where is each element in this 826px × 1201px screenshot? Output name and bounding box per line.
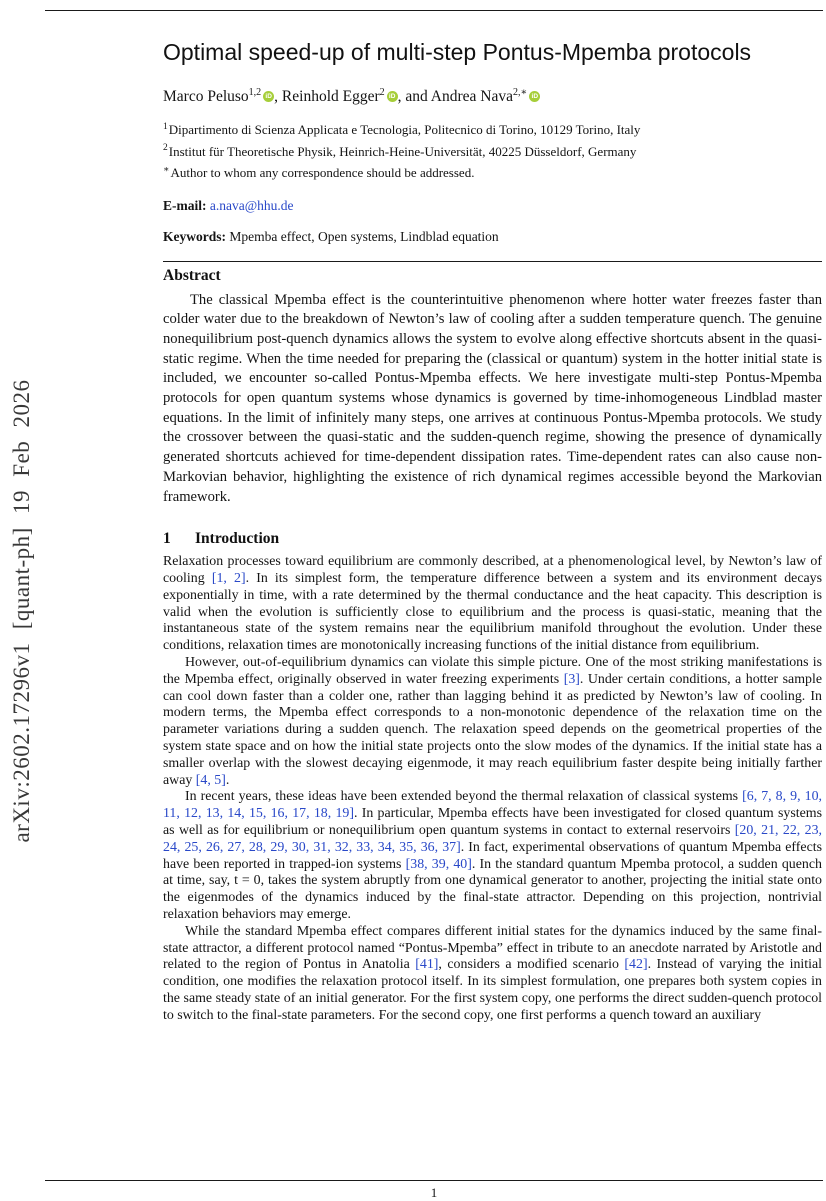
abstract-divider [163,261,822,262]
author-name: Reinhold Egger [281,88,380,105]
bottom-rule [45,1180,823,1181]
author-separator: , and [397,88,431,105]
email-label: E-mail: [163,197,207,213]
orcid-icon[interactable]: iD [263,91,274,102]
paper-content [163,38,822,1025]
citation-link[interactable]: [20, 21, 22, 23, 24, 25, 26, 27, 28, 29, 30, 31, 32, 33, 34, 35, 36, 37] [163,822,822,855]
section-heading-introduction [163,530,822,548]
author-affiliation-superscript: 1,2 [248,86,262,98]
author-andrea-nava [431,88,541,105]
author-name: Andrea Nava [430,88,513,105]
paper-title: Optimal speed-up of multi-step Pontus-Mpemba protocols [163,39,752,65]
keywords-line [163,228,822,245]
author-marco-peluso [163,88,274,105]
author-reinhold-egger [282,88,398,105]
body-paragraph: Relaxation processes toward equilibrium are commonly described, at a phenomenological level, by Newton’s law of cooling [1, 2]. In its simplest form, the temperature difference between a system and its environment decays exponentially in time, with a rate determined by the thermal conductance and the heat capacity. This description is valid when the evolution is sufficiently close to equilibrium and the process is quasi-static, meaning that the instantaneous state of the system remains near the equilibrium manifold throughout the evolution. Under these conditions, relaxation times are monotonically increasing functions of the initial distance from equilibrium. [163,554,823,654]
author-affiliation-superscript: 2 [379,86,385,98]
body-paragraph: While the standard Mpemba effect compares different initial states for the dynamics induced by the same final-state attractor, a different protocol named “Pontus-Mpemba” effect in tribute to an anecdote narrated by Aristotle and related to the region of Pontus in Anatolia [41], considers a modified scenario [42]. Instead of varying the initial condition, one modifies the relaxation protocol itself. In its simplest formulation, one prepares both system copies in the same steady state of an initial generator. For the first system copy, one performs the direct sudden-quench protocol to switch to the final-state parameters. For the second copy, one first performs a quench toward an auxiliary [163,923,823,1023]
email-line [163,197,822,214]
top-rule [45,10,823,11]
page-number: 1 [430,1185,438,1200]
section-title: Introduction [195,530,280,548]
email-link[interactable]: a.nava@hhu.de [209,197,294,213]
affiliation-line [163,162,822,184]
author-name: Marco Peluso [163,88,249,105]
author-line [163,88,822,106]
orcid-icon[interactable]: iD [387,91,398,102]
affiliation-text: Dipartimento di Scienza Applicata e Tecnologia, Politecnico di Torino, 10129 Torino, Italy [168,122,641,137]
arxiv-watermark: arXiv:2602.17296v1 [quant-ph] 19 Feb 2026 [9,379,34,843]
section-number: 1 [163,530,171,548]
orcid-icon[interactable]: iD [529,91,540,102]
affiliation-line [163,141,822,163]
abstract-heading: Abstract [163,266,221,284]
affiliation-marker: ∗ [163,164,170,175]
affiliation-marker: 2 [163,143,168,154]
citation-link[interactable]: [3] [563,671,580,687]
author-separator: , [274,88,282,105]
affiliation-marker: 1 [163,121,168,132]
citation-link[interactable]: [4, 5] [195,772,226,788]
body-paragraph: In recent years, these ideas have been extended beyond the thermal relaxation of classical systems [6, 7, 8, 9, 10, 11, 12, 13, 14, 15, 16, 17, 18, 19]. In particular, Mpemba effects have been investigated for closed quantum systems as well as for equilibrium or nonequilibrium open quantum systems in contact to external reservoirs [20, 21, 22, 23, 24, 25, 26, 27, 28, 29, 30, 31, 32, 33, 34, 35, 36, 37]. In fact, experimental observations of quantum Mpemba effects have been reported in trapped-ion systems [38, 39, 40]. In the standard quantum Mpemba protocol, a sudden quench at time, say, t = 0, takes the system abruptly from one dynamical generator to another, projecting the initial state onto the eigenmodes of the dynamics induced by the final-state attractor. Depending on this projection, nontrivial relaxation behaviors may emerge. [163,789,822,922]
keywords-text: Mpemba effect, Open systems, Lindblad equation [229,228,499,244]
citation-link[interactable]: [6, 7, 8, 9, 10, 11, 12, 13, 14, 15, 16, 17, 18, 19] [163,789,822,822]
affiliation-text: Author to whom any correspondence should be addressed. [170,165,475,180]
affiliation-text: Institut für Theoretische Physik, Heinrich-Heine-Universität, 40225 Düsseldorf, Germany [168,143,637,159]
abstract-text: The classical Mpemba effect is the counterintuitive phenomenon where hotter water freezes faster than colder water due to the breakdown of Newton’s law of cooling after a sudden temperature quench. The genuine nonequilibrium post-quench dynamics allows the system to evolve along effective shortcuts absent in the quasi-static regime. When the time needed for preparing the (classical or quantum) system in the hotter initial state is included, we encounter so-called Pontus-Mpemba effects. We here investigate multi-step Pontus-Mpemba protocols for open quantum systems whose dynamics is governed by time-inhomogeneous Lindblad master equations. In the limit of infinitely many steps, one arrives at continuous Pontus-Mpemba protocols. We study the crossover between the quasi-static and the sudden-quench regime, showing the presence of dynamically generated shortcuts achieved for time-dependent dissipation rates. Time-dependent rates can also cause non-Markovian behavior, highlighting the existence of rich dynamical regimes accessible beyond the Markovian framework. [163,291,822,505]
citation-link[interactable]: [38, 39, 40] [405,856,472,872]
citation-link[interactable]: [1, 2] [211,571,246,587]
affiliations [163,119,822,184]
affiliation-line [163,119,822,141]
keywords-label: Keywords: [163,228,226,244]
body-paragraph: However, out-of-equilibrium dynamics can violate this simple picture. One of the most striking manifestations is the Mpemba effect, originally observed in water freezing experiments [3]. Under certain conditions, a hotter sample can cool down faster than a colder one, rather than lagging behind it as predicted by Newton’s law of cooling. In modern terms, the Mpemba effect corresponds to a non-monotonic dependence of the relaxation time on the parameter variations during a sudden quench. The relaxation speed depends on the geometrical properties of the system state space and on how the initial state projects onto the slow modes of the dynamics. If the initial state has a smaller overlap with the slowest decaying eigenmode, it may reach equilibrium faster despite being initially farther away [4, 5]. [163,655,822,788]
citation-link[interactable]: [42] [624,957,648,973]
author-affiliation-superscript: 2,∗ [513,86,528,98]
citation-link[interactable]: [41] [415,957,439,973]
